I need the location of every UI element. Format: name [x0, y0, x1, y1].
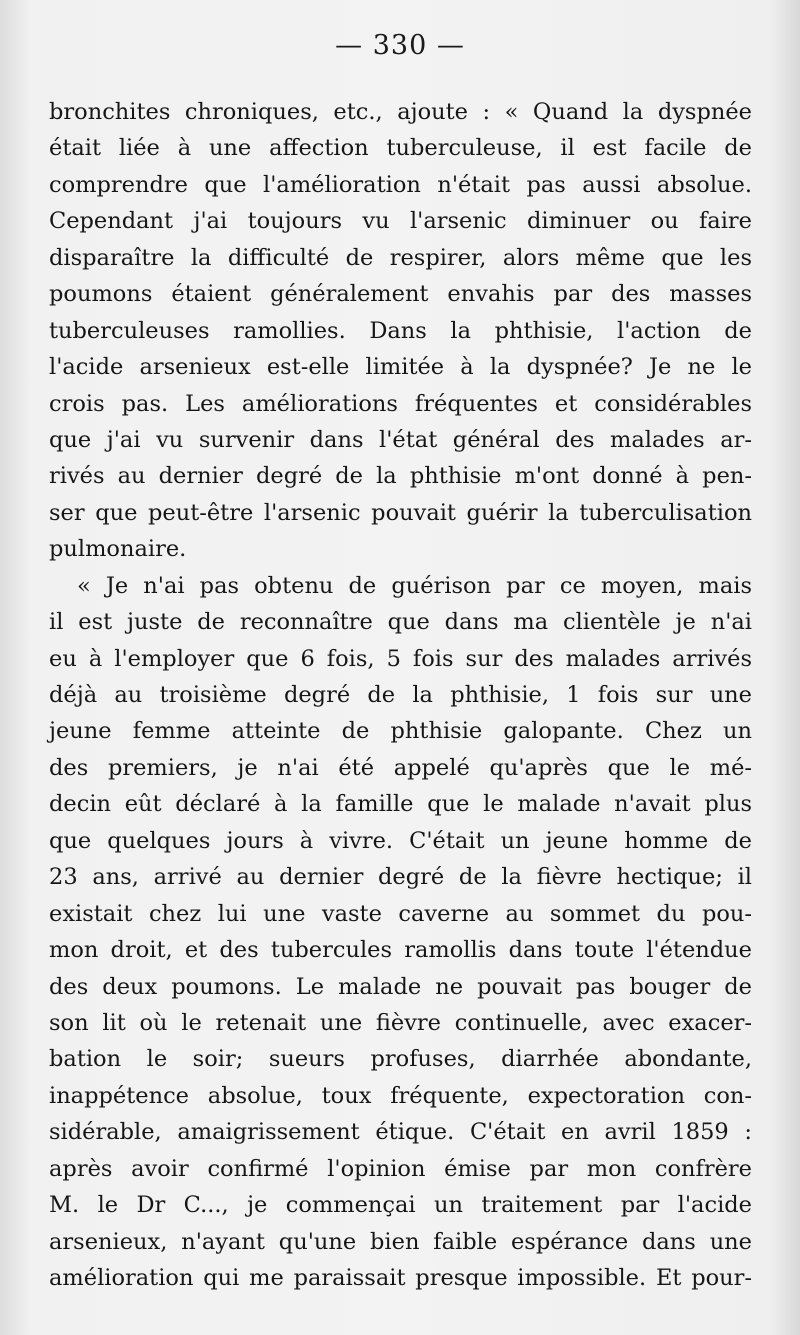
text-line: bation le soir; sueurs profuses, diarrhée abondante, — [49, 1046, 752, 1073]
text-line: il est juste de reconnaître que dans ma clientèle je n'ai — [49, 609, 752, 636]
text-line: sidérable, amaigrissement étique. C'était en avril 1859 : — [49, 1119, 752, 1146]
text-line: des deux poumons. Le malade ne pouvait pas bouger de — [49, 973, 752, 1000]
text-line: M. le Dr C..., je commençai un traitement par l'acide — [49, 1192, 752, 1219]
text-line: que quelques jours à vivre. C'était un jeune homme de — [49, 827, 752, 854]
text-line: son lit où le retenait une fièvre continuelle, avec exacer- — [49, 1009, 752, 1036]
text-line: des premiers, je n'ai été appelé qu'après que le mé- — [49, 754, 752, 781]
text-line: comprendre que l'amélioration n'était pas aussi absolue. — [49, 171, 752, 198]
paragraph-end-line: pulmonaire. — [49, 536, 187, 563]
text-line: amélioration qui me paraissait presque impossible. Et pour- — [49, 1265, 752, 1291]
text-line: après avoir confirmé l'opinion émise par mon confrère — [49, 1155, 752, 1182]
paragraph-start-line: « Je n'ai pas obtenu de guérison par ce moyen, mais — [77, 572, 752, 599]
text-line: disparaître la difficulté de respirer, alors même que les — [49, 244, 752, 271]
text-line: crois pas. Les améliorations fréquentes et considérables — [49, 390, 752, 417]
text-line: Cependant j'ai toujours vu l'arsenic diminuer ou faire — [49, 208, 752, 235]
text-line: mon droit, et des tubercules ramollis dans toute l'étendue — [49, 937, 752, 964]
text-line: déjà au troisième degré de la phthisie, 1 fois sur une — [49, 682, 752, 708]
body-text — [49, 94, 752, 1296]
page-number: — 330 — — [335, 30, 465, 61]
text-line: bronchites chroniques, etc., ajoute : « Quand la dyspnée — [49, 99, 752, 125]
text-line: était liée à une affection tuberculeuse, il est facile de — [49, 135, 752, 162]
text-line: rivés au dernier degré de la phthisie m'ont donné à pen- — [49, 463, 752, 490]
text-line: eu à l'employer que 6 fois, 5 fois sur des malades arrivés — [49, 645, 752, 672]
text-line: decin eût déclaré à la famille que le malade n'avait plus — [49, 791, 752, 818]
text-line: tuberculeuses ramollies. Dans la phthisie, l'action de — [49, 317, 752, 344]
text-line: 23 ans, arrivé au dernier degré de la fièvre hectique; il — [49, 864, 752, 891]
text-line: inappétence absolue, toux fréquente, expectoration con- — [49, 1082, 752, 1109]
text-line: l'acide arsenieux est-elle limitée à la dyspnée? Je ne le — [49, 354, 752, 381]
text-line: ser que peut-être l'arsenic pouvait guérir la tuberculisation — [49, 499, 752, 526]
text-line: existait chez lui une vaste caverne au sommet du pou- — [49, 900, 752, 927]
text-line: poumons étaient généralement envahis par des masses — [49, 281, 752, 308]
text-line: arsenieux, n'ayant qu'une bien faible espérance dans une — [49, 1228, 752, 1255]
text-line: que j'ai vu survenir dans l'état général des malades ar- — [49, 426, 752, 453]
text-line: jeune femme atteinte de phthisie galopante. Chez un — [49, 718, 752, 745]
